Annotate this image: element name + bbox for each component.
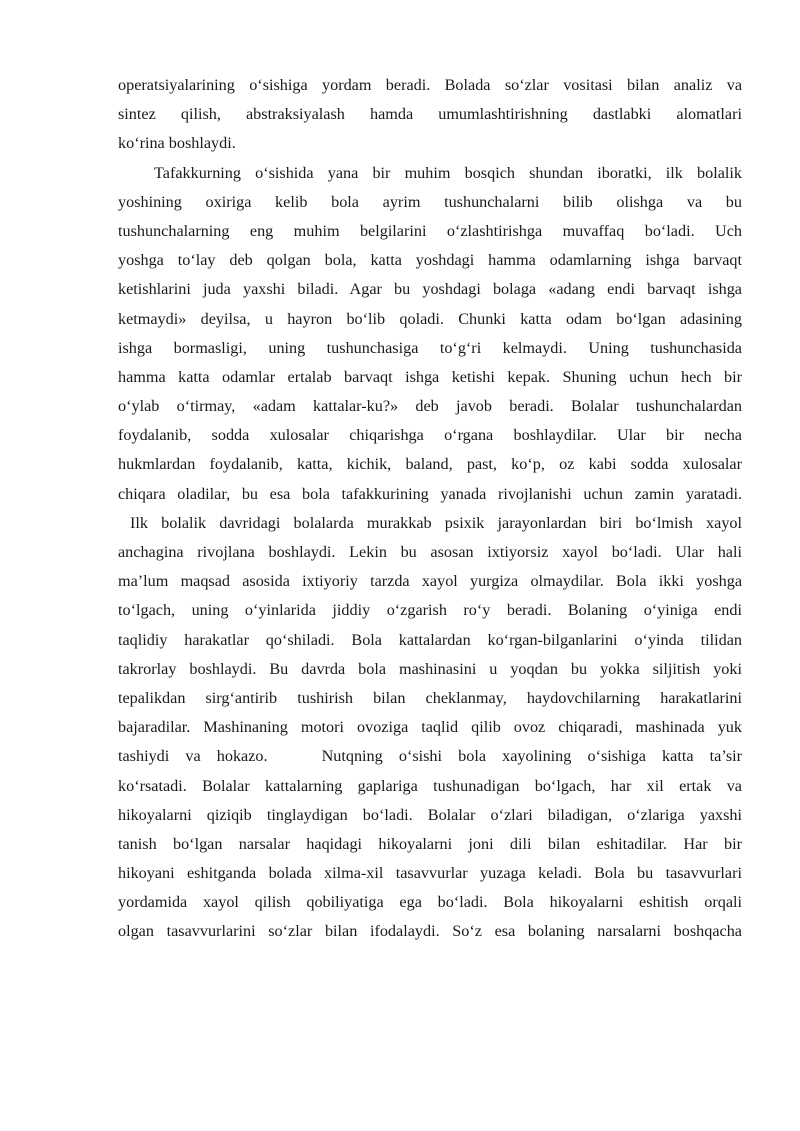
text-line: takrorlay boshlaydi. Bu davrda bola mashinasini u yoqdan bu yokka siljitish yoki	[118, 659, 742, 678]
text-line: taqlidiy harakatlar qo‘shiladi. Bola kattalardan ko‘rgan-bilganlarini o‘yinda tilidan	[118, 630, 742, 649]
text-line: tanish bo‘lgan narsalar haqidagi hikoyalarni joni dili bilan eshitadilar. Har bir	[118, 834, 742, 853]
text-line: hikoyani eshitganda bolada xilma-xil tasavvurlar yuzaga keladi. Bola bu tasavvurlari	[118, 864, 742, 883]
text-line: chiqara oladilar, bu esa bola tafakkurining yanada rivojlanishi uchun zamin yaratadi.	[118, 484, 742, 503]
paragraph-start-text: Nutqning o‘sishi bola xayolining o‘sishiga katta ta’sir	[321, 747, 743, 766]
text-line: to‘lgach, uning o‘yinlarida jiddiy o‘zgarish ro‘y beradi. Bolaning o‘yiniga endi	[118, 601, 742, 620]
text-line: olgan tasavvurlarini so‘zlar bilan ifodalaydi. So‘z esa bolaning narsalarni boshqacha	[118, 922, 742, 941]
text-line: sintez qilish, abstraksiyalash hamda umumlashtirishning dastlabki alomatlari	[118, 105, 742, 124]
text-line: ketmaydi» deyilsa, u hayron bo‘lib qoladi. Chunki katta odam bo‘lgan adasining	[118, 309, 742, 328]
text-line: ketishlarini juda yaxshi biladi. Agar bu yoshdagi bolaga «adang endi barvaqt ishga	[118, 280, 742, 299]
text-line: hukmlardan foydalanib, katta, kichik, baland, past, ko‘p, oz kabi sodda xulosalar	[118, 455, 742, 474]
body-text	[118, 71, 742, 947]
text-line: tepalikdan sirg‘antirib tushirish bilan cheklanmay, haydovchilarning harakatlarini	[118, 688, 742, 707]
text-line: tushunchalarning eng muhim belgilarini o‘zlashtirishga muvaffaq bo‘ladi. Uch	[118, 221, 742, 240]
paragraph-end-text: tashiydi va hokazo.	[118, 747, 268, 766]
text-line: hikoyalarni qiziqib tinglaydigan bo‘ladi. Bolalar o‘zlari biladigan, o‘zlariga yaxshi	[118, 805, 742, 824]
text-line: yoshga to‘lay deb qolgan bola, katta yoshdagi hamma odamlarning ishga barvaqt	[118, 251, 742, 270]
text-line: hamma katta odamlar ertalab barvaqt ishga ketishi kepak. Shuning uchun hech bir	[118, 367, 742, 386]
text-line: ma’lum maqsad asosida ixtiyoriy tarzda xayol yurgiza olmaydilar. Bola ikki yoshga	[118, 572, 742, 591]
paragraph-first-line: Ilk bolalik davridagi bolalarda murakkab psixik jarayonlardan biri bo‘lmish xayol	[130, 513, 742, 532]
text-line: ko‘rsatadi. Bolalar kattalarning gaplariga tushunadigan bo‘lgach, har xil ertak va	[118, 776, 742, 795]
text-line: operatsiyalarining o‘sishiga yordam beradi. Bolada so‘zlar vositasi bilan analiz va	[118, 76, 742, 94]
text-line: foydalanib, sodda xulosalar chiqarishga o‘rgana boshlaydilar. Ular bir necha	[118, 426, 742, 445]
paragraph-first-line: Tafakkurning o‘sishida yana bir muhim bosqich shundan iboratki, ilk bolalik	[154, 163, 742, 182]
text-line: ko‘rina boshlaydi.	[118, 134, 236, 153]
text-line: yoshining oxiriga kelib bola ayrim tushunchalarni bilib olishga va bu	[118, 192, 742, 211]
text-line: ishga bormasligi, uning tushunchasiga to‘g‘ri kelmaydi. Uning tushunchasida	[118, 338, 742, 357]
text-line: bajaradilar. Mashinaning motori ovoziga taqlid qilib ovoz chiqaradi, mashinada yuk	[118, 718, 742, 737]
text-line: o‘ylab o‘tirmay, «adam kattalar-ku?» deb javob beradi. Bolalar tushunchalardan	[118, 397, 742, 416]
text-line: anchagina rivojlana boshlaydi. Lekin bu asosan ixtiyorsiz xayol bo‘ladi. Ular hali	[118, 543, 742, 561]
text-line-split	[118, 742, 742, 771]
text-line: yordamida xayol qilish qobiliyatiga ega bo‘ladi. Bola hikoyalarni eshitish orqali	[118, 893, 742, 912]
